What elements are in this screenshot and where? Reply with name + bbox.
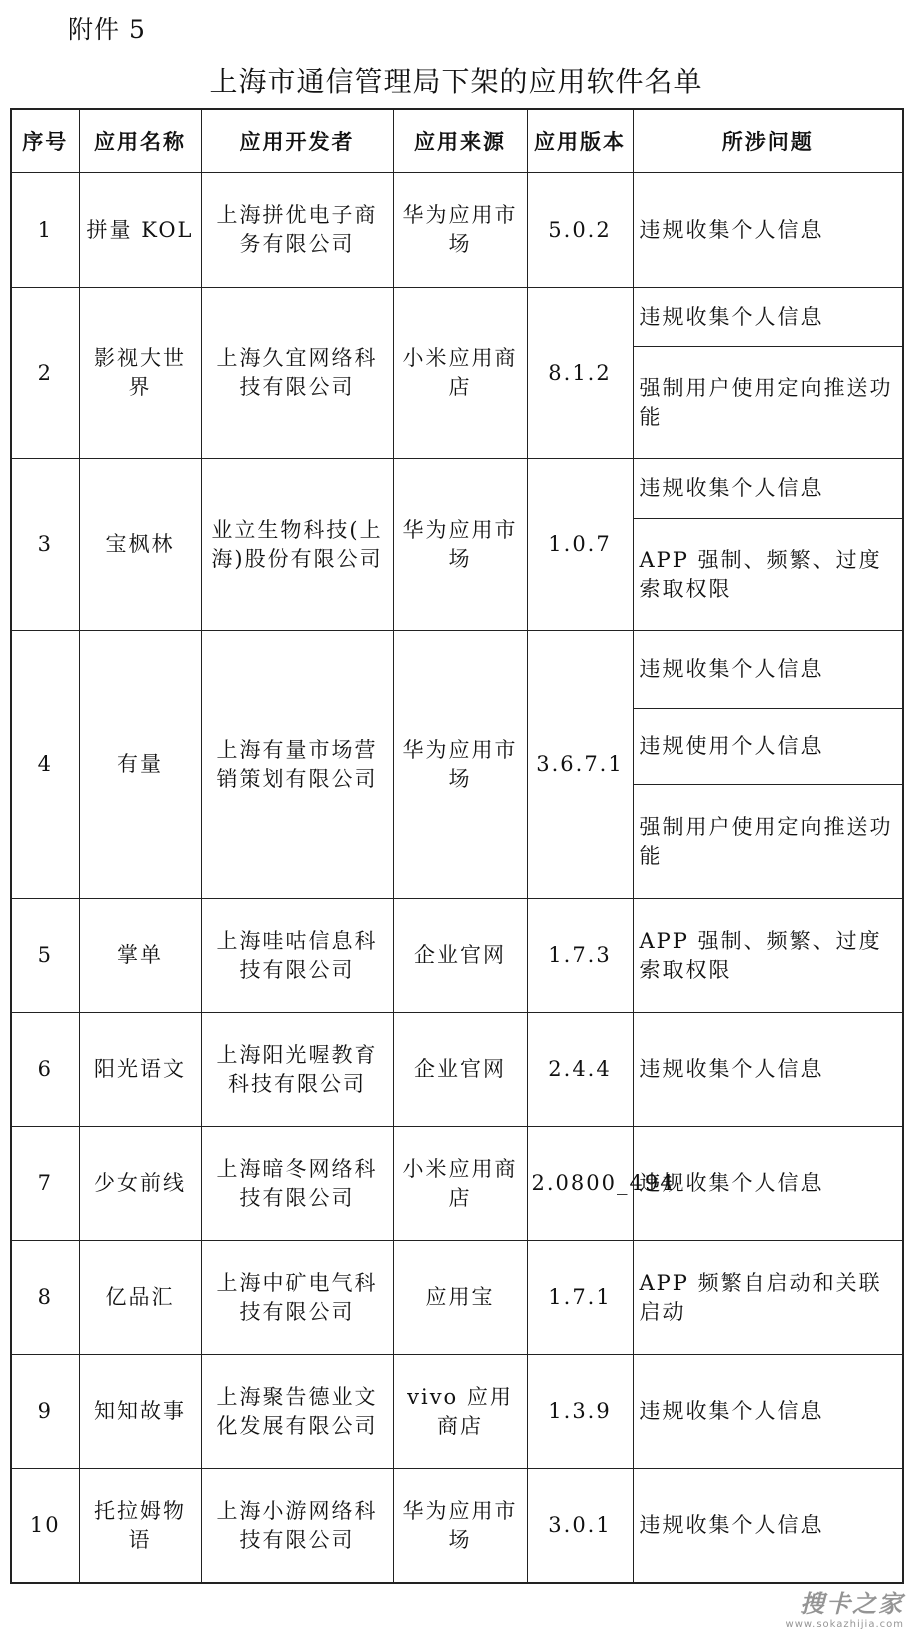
table-row xyxy=(11,459,903,631)
header-no: 序号 xyxy=(11,109,79,173)
cell-developer: 上海有量市场营销策划有限公司 xyxy=(201,631,393,899)
cell-version: 2.4.4 xyxy=(527,1013,633,1127)
cell-app-name: 有量 xyxy=(79,631,201,899)
table-row xyxy=(11,1469,903,1584)
cell-issues xyxy=(633,631,903,899)
cell-source: vivo 应用商店 xyxy=(393,1355,527,1469)
cell-app-name: 掌单 xyxy=(79,899,201,1013)
cell-version: 8.1.2 xyxy=(527,288,633,459)
cell-no: 1 xyxy=(11,173,79,288)
cell-developer: 业立生物科技(上海)股份有限公司 xyxy=(201,459,393,631)
issue-item: APP 强制、频繁、过度索取权限 xyxy=(634,518,903,630)
cell-version: 1.0.7 xyxy=(527,459,633,631)
cell-no: 10 xyxy=(11,1469,79,1584)
cell-no: 4 xyxy=(11,631,79,899)
cell-no: 9 xyxy=(11,1355,79,1469)
app-list-table xyxy=(10,108,904,1584)
cell-source: 小米应用商店 xyxy=(393,288,527,459)
table-body xyxy=(11,173,903,1584)
issue-item: 违规收集个人信息 xyxy=(639,657,824,681)
cell-issues xyxy=(633,1355,903,1469)
cell-version: 1.7.1 xyxy=(527,1241,633,1355)
cell-source: 华为应用市场 xyxy=(393,173,527,288)
issue-item: 强制用户使用定向推送功能 xyxy=(634,346,903,458)
issue-item: 违规收集个人信息 xyxy=(639,304,824,329)
header-app-name: 应用名称 xyxy=(79,109,201,173)
attachment-label: 附件 5 xyxy=(68,15,146,44)
cell-version: 1.7.3 xyxy=(527,899,633,1013)
document-title: 上海市通信管理局下架的应用软件名单 xyxy=(209,65,703,98)
cell-developer: 上海久宜网络科技有限公司 xyxy=(201,288,393,459)
cell-app-name: 拼量 KOL xyxy=(79,173,201,288)
cell-no: 8 xyxy=(11,1241,79,1355)
cell-app-name: 少女前线 xyxy=(79,1127,201,1241)
cell-no: 3 xyxy=(11,459,79,631)
issue-item: 违规收集个人信息 xyxy=(639,1171,824,1195)
issue-item: 违规收集个人信息 xyxy=(639,1057,824,1081)
header-source: 应用来源 xyxy=(393,109,527,173)
cell-no: 5 xyxy=(11,899,79,1013)
issue-item: 违规收集个人信息 xyxy=(639,476,824,500)
watermark-url: www.sokazhijia.com xyxy=(785,1619,904,1630)
cell-developer: 上海暗冬网络科技有限公司 xyxy=(201,1127,393,1241)
cell-app-name: 影视大世界 xyxy=(79,288,201,459)
table-row xyxy=(11,173,903,288)
cell-developer: 上海拼优电子商务有限公司 xyxy=(201,173,393,288)
cell-developer: 上海小游网络科技有限公司 xyxy=(201,1469,393,1584)
cell-no: 2 xyxy=(11,288,79,459)
cell-app-name: 托拉姆物语 xyxy=(79,1469,201,1584)
cell-version: 1.3.9 xyxy=(527,1355,633,1469)
issue-item: APP 频繁自启动和关联启动 xyxy=(639,1270,882,1324)
cell-version: 2.0800_494 xyxy=(527,1127,633,1241)
cell-app-name: 阳光语文 xyxy=(79,1013,201,1127)
cell-developer: 上海中矿电气科技有限公司 xyxy=(201,1241,393,1355)
table-row xyxy=(11,1355,903,1469)
issue-item: APP 强制、频繁、过度索取权限 xyxy=(639,928,882,982)
cell-developer: 上海聚告德业文化发展有限公司 xyxy=(201,1355,393,1469)
cell-issues xyxy=(633,1469,903,1584)
cell-version: 3.6.7.1 xyxy=(527,631,633,899)
cell-issues xyxy=(633,459,903,631)
issue-item: 违规收集个人信息 xyxy=(639,1399,824,1423)
cell-issues xyxy=(633,173,903,288)
table-row xyxy=(11,288,903,459)
cell-app-name: 宝枫林 xyxy=(79,459,201,631)
cell-issues xyxy=(633,1127,903,1241)
header-version: 应用版本 xyxy=(527,109,633,173)
cell-app-name: 亿品汇 xyxy=(79,1241,201,1355)
issue-item: 违规收集个人信息 xyxy=(639,1513,824,1537)
cell-developer: 上海阳光喔教育科技有限公司 xyxy=(201,1013,393,1127)
cell-source: 华为应用市场 xyxy=(393,1469,527,1584)
table-row xyxy=(11,1127,903,1241)
cell-no: 6 xyxy=(11,1013,79,1127)
table-row xyxy=(11,1241,903,1355)
cell-version: 3.0.1 xyxy=(527,1469,633,1584)
issue-item: 强制用户使用定向推送功能 xyxy=(634,784,903,898)
cell-issues xyxy=(633,1241,903,1355)
cell-source: 华为应用市场 xyxy=(393,459,527,631)
cell-source: 小米应用商店 xyxy=(393,1127,527,1241)
issue-item: 违规使用个人信息 xyxy=(634,708,903,784)
cell-source: 华为应用市场 xyxy=(393,631,527,899)
cell-issues xyxy=(633,288,903,459)
cell-version: 5.0.2 xyxy=(527,173,633,288)
cell-source: 企业官网 xyxy=(393,899,527,1013)
cell-app-name: 知知故事 xyxy=(79,1355,201,1469)
issue-item: 违规收集个人信息 xyxy=(639,217,824,242)
header-developer: 应用开发者 xyxy=(201,109,393,173)
table-row xyxy=(11,899,903,1013)
header-issues: 所涉问题 xyxy=(633,109,903,173)
watermark xyxy=(786,1584,904,1630)
cell-source: 企业官网 xyxy=(393,1013,527,1127)
cell-developer: 上海哇咕信息科技有限公司 xyxy=(201,899,393,1013)
table-header-row xyxy=(11,109,903,173)
table-row xyxy=(11,631,903,899)
cell-issues xyxy=(633,899,903,1013)
cell-no: 7 xyxy=(11,1127,79,1241)
watermark-logo: 搜卡之家 xyxy=(800,1590,904,1618)
cell-source: 应用宝 xyxy=(393,1241,527,1355)
table-row xyxy=(11,1013,903,1127)
cell-issues xyxy=(633,1013,903,1127)
